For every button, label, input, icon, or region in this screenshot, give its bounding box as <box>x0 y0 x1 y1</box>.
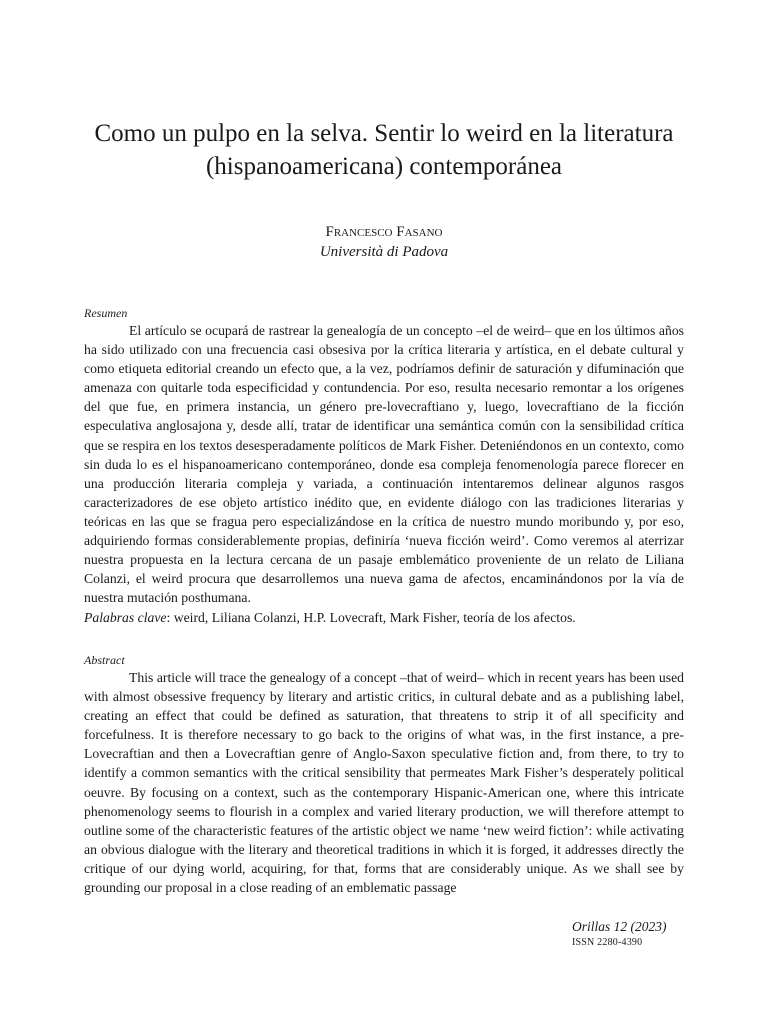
resumen-text: El artículo se ocupará de rastrear la genealogía de un concepto –el de weird– que en los últimos años ha sido utilizado con una frecuencia casi obsesiva por la crítica literaria y artística, en el debate cultural y como etiqueta editorial creando un efecto que, a la vez, podríamos definir de saturación y difuminación que amenaza con quitarle toda especificidad y contundencia. Por eso, resulta necesario remontar a los orígenes del que fue, en primera instancia, un género pre-lovecraftiano y, luego, lovecraftiano de la ficción especulativa anglosajona y, desde allí, tratar de identificar una semántica común con la sensibilidad crítica que se respira en los textos desesperadamente políticos de Mark Fisher. Deteniéndonos en un contexto, como sin duda lo es el hispanoamericano contemporáneo, donde esa compleja fenomenología parece florecer en una producción literaria compleja y variada, a continuación intentaremos delinear algunos rasgos caracterizadores de ese objeto artístico inédito que, en evidente diálogo con las tradiciones literarias y teóricas en las que se fragua pero especializándose en la crítica de nuestro mundo moribundo y, por eso, adquiriendo formas considerablemente propias, definiría ‘nueva ficción weird’. Como veremos al aterrizar nuestra propuesta en la lectura cercana de un pasaje emblemático proveniente de un relato de Liliana Colanzi, el weird procura que desarrollemos una nueva gama de afectos, encaminándonos por la vía de nuestra mutación posthumana. <box>84 323 684 606</box>
article-title: Como un pulpo en la selva. Sentir lo weird en la literatura (hispanoamericana) contemporánea <box>94 120 674 180</box>
author-name: Francesco Fasano <box>325 224 443 240</box>
keywords-line <box>84 608 684 627</box>
keywords-label: Palabras clave <box>84 610 167 625</box>
resumen-label: Resumen <box>84 306 128 320</box>
journal-name: Orillas 12 (2023) <box>572 919 667 934</box>
abstract-label: Abstract <box>84 653 125 667</box>
abstract-text: This article will trace the genealogy of a concept –that of weird– which in recent years has been used with almost obsessive frequency by literary and artistic critics, in cultural debate and as a publishing label, creating an effect that could be defined as saturation, that threatens to strip it of all specificity and forcefulness. It is therefore necessary to go back to the origins of what was, in the first instance, a pre-Lovecraftian and then a Lovecraftian genre of Anglo-Saxon speculative fiction and, from there, to try to identify a common semantics with the critical sensibility that permeates Mark Fisher’s desperately political oeuvre. By focusing on a context, such as the contemporary Hispanic-American one, where this intricate phenomenology seems to flourish in a complex and varied literary production, we will therefore attempt to outline some of the characteristic features of the artistic object we name ‘new weird fiction’: while activating an obvious dialogue with the literary and theoretical traditions in which it is forged, it addresses directly the critique of our dying world, acquiring, for that, forms that are considerably unique. As we shall see by grounding our proposal in a close reading of an emblematic passage <box>84 670 684 896</box>
keywords-text: : weird, Liliana Colanzi, H.P. Lovecraft, Mark Fisher, teoría de los afectos. <box>166 610 576 625</box>
issn-number: ISSN 2280-4390 <box>572 937 643 948</box>
author-affiliation: Università di Padova <box>319 244 449 260</box>
